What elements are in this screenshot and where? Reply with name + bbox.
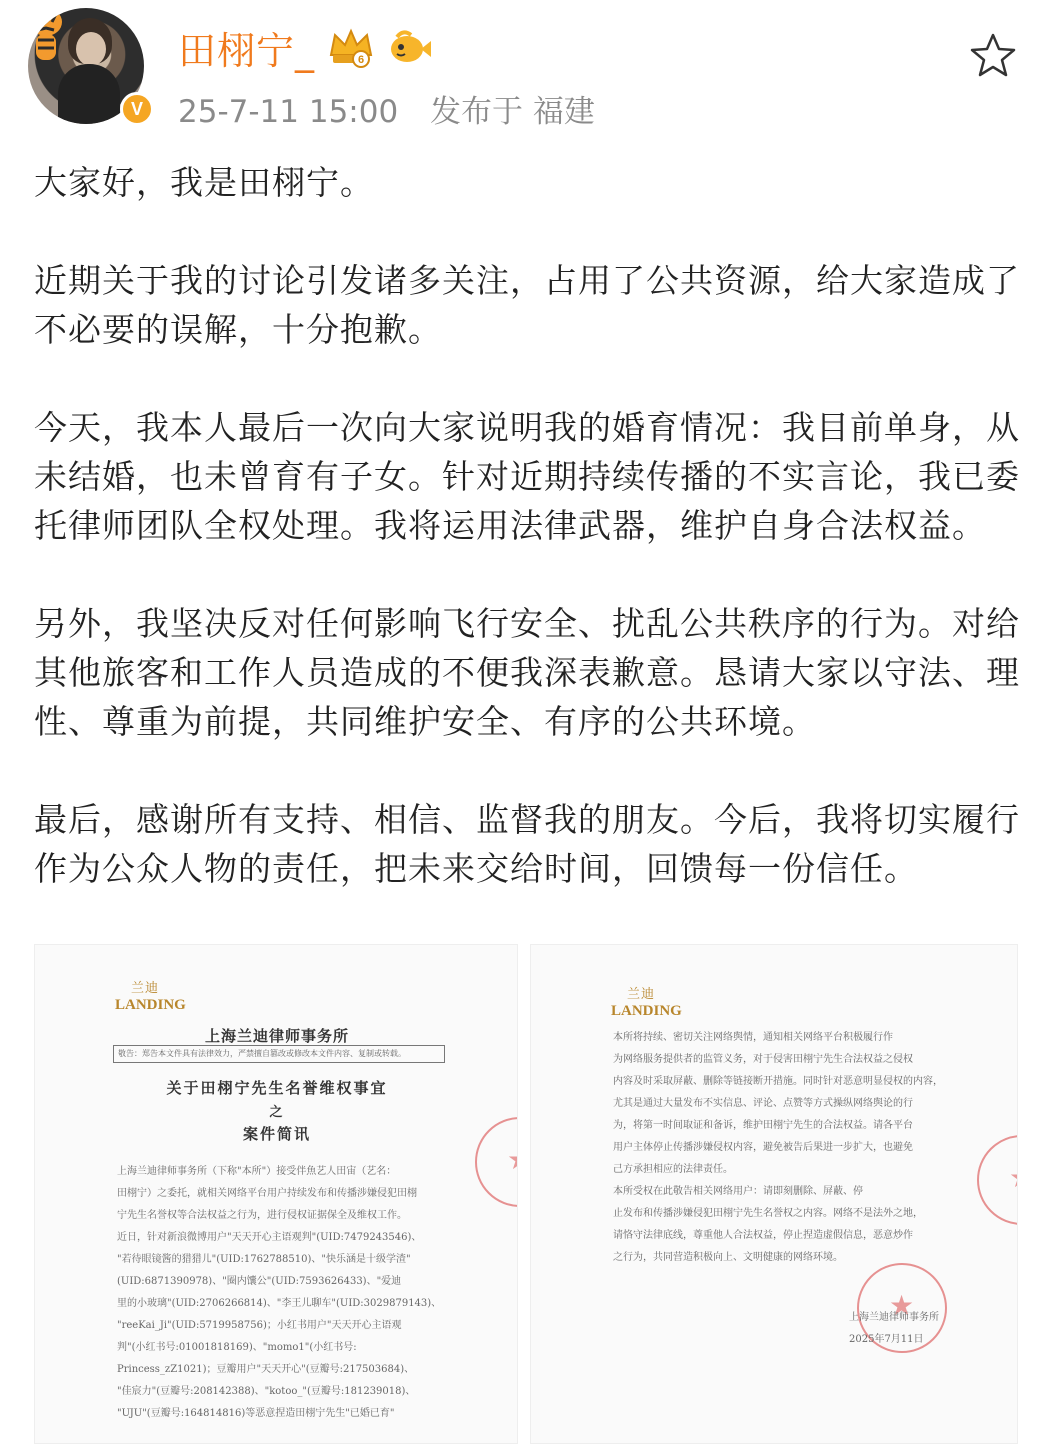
favorite-star-icon[interactable] xyxy=(968,30,1018,80)
legal-notice-image-2[interactable] xyxy=(530,944,1018,1444)
verified-badge-icon: V xyxy=(120,92,154,126)
firm-name: 上海兰迪律师事务所 xyxy=(204,1027,349,1045)
doc-title: 关于田栩宁先生名誉维权事宜 xyxy=(166,1079,388,1097)
notice-box: 敬告：郑告本文件具有法律效力，严禁擅自篡改或修改本文件内容、复制或转载。 xyxy=(113,1045,445,1063)
paragraph-marital-status: 今天，我本人最后一次向大家说明我的婚育情况：我目前单身，从未结婚，也未曾育有子女。针对近期持续传播的不实言论，我已委托律师团队全权处理。我将运用法律武器，维护自身合法权益。 xyxy=(34,408,1020,545)
red-seal-stamp xyxy=(977,1135,1018,1225)
avatar[interactable] xyxy=(28,8,144,124)
doc-title-connector: 之 xyxy=(269,1105,285,1120)
post-body xyxy=(34,158,1024,942)
doc-signature: 上海兰迪律师事务所 2025年7月11日 xyxy=(849,1312,939,1345)
paragraph-apology: 近期关于我的讨论引发诸多关注，占用了公共资源，给大家造成了不必要的误解，十分抱歉。 xyxy=(34,261,1020,349)
post-meta xyxy=(178,86,595,131)
post-location: 发布于 福建 xyxy=(430,94,595,130)
tiger-sticker-icon xyxy=(28,8,70,66)
fish-badge-icon[interactable] xyxy=(387,27,431,67)
attached-images xyxy=(34,944,1018,1444)
legal-notice-image-1[interactable] xyxy=(34,944,518,1444)
paragraph-greeting: 大家好，我是田栩宁。 xyxy=(34,163,374,202)
doc-body: 本所将持续、密切关注网络舆情，通知相关网络平台积极履行作 为网络服务提供者的监管义务，对于侵害田栩宁先生合法权益之侵权 内容及时采取屏蔽、删除等链接断开措施。同时针对恶意明显侵权的内容， 尤其是通过大量发布不实信息、评论、点赞等方式操纵网络舆论的行 为，将第一时间取证和备诉，维护田栩宁先生的合法权益。请各平台 用户主体停止传播涉嫌侵权内容，避免被告后果进一步扩大，也避免 己方承担相应的法律责任。 本所受权在此敬告相关网络用户：请即刻删除、屏蔽、停 止发布和传播涉嫌侵犯田栩宁先生名誉权之内容。网络不是法外之地， 请恪守法律底线，尊重他人合法权益，停止捏造虚假信息，恶意炒作 之行为，共同营造积极向上、文明健康的网络环境。 xyxy=(613,1032,943,1263)
law-firm-logo: 兰迪 LANDING xyxy=(115,980,186,1013)
svg-text:6: 6 xyxy=(357,54,365,66)
crown-badge-icon[interactable] xyxy=(325,25,377,69)
doc-subtitle: 案件简讯 xyxy=(242,1125,311,1143)
post-time: 25-7-11 15:00 xyxy=(178,94,399,130)
paragraph-flight-safety: 另外，我坚决反对任何影响飞行安全、扰乱公共秩序的行为。对给其他旅客和工作人员造成的不便我深表歉意。恳请大家以守法、理性、尊重为前提，共同维护安全、有序的公共环境。 xyxy=(34,604,1020,741)
paragraph-thanks: 最后，感谢所有支持、相信、监督我的朋友。今后，我将切实履行作为公众人物的责任，把未来交给时间，回馈每一份信任。 xyxy=(34,800,1020,888)
doc-body: 上海兰迪律师事务所（下称"本所"）接受伴魚艺人田宙（艺名： 田栩宁）之委托，就相关网络平台用户持续发布和传播涉嫌侵犯田栩 宁先生名誉权等合法权益之行为，进行侵权证据保全及维权工作。 近日，针对新浪微博用户"天天开心主语观判"(UID:7479243546)、 "若待眼镜酱的猎猎儿"(UID:1762788510)、"快乐涵是十级学渣" (UID:6871390978)、"圈内馕公"(UID:7593626433)、"爱迪 里的小玻璃"(UID:2706266814)、"李王儿聊车"(UID:3029879143)、 "reeKai_Ji"(UID:5719958756)；小红书用户"天天开心主语观 判"(小红书号:01001818169)、"momo1"(小红书号: Princess_zZ1021)；豆瓣用户"天天开心"(豆瓣号:217503684)、 "佳宸力"(豆瓣号:208142388)、"kotoo_"(豆瓣号:181239018)、 "UJU"(豆瓣号:164814816)等恶意捏造田栩宁先生"已婚已育" xyxy=(117,1166,442,1419)
post-header xyxy=(0,0,1050,150)
author-name[interactable]: 田栩宁_ xyxy=(178,28,316,73)
law-firm-logo: 兰迪 LANDING xyxy=(611,986,682,1019)
author-row xyxy=(178,22,431,72)
